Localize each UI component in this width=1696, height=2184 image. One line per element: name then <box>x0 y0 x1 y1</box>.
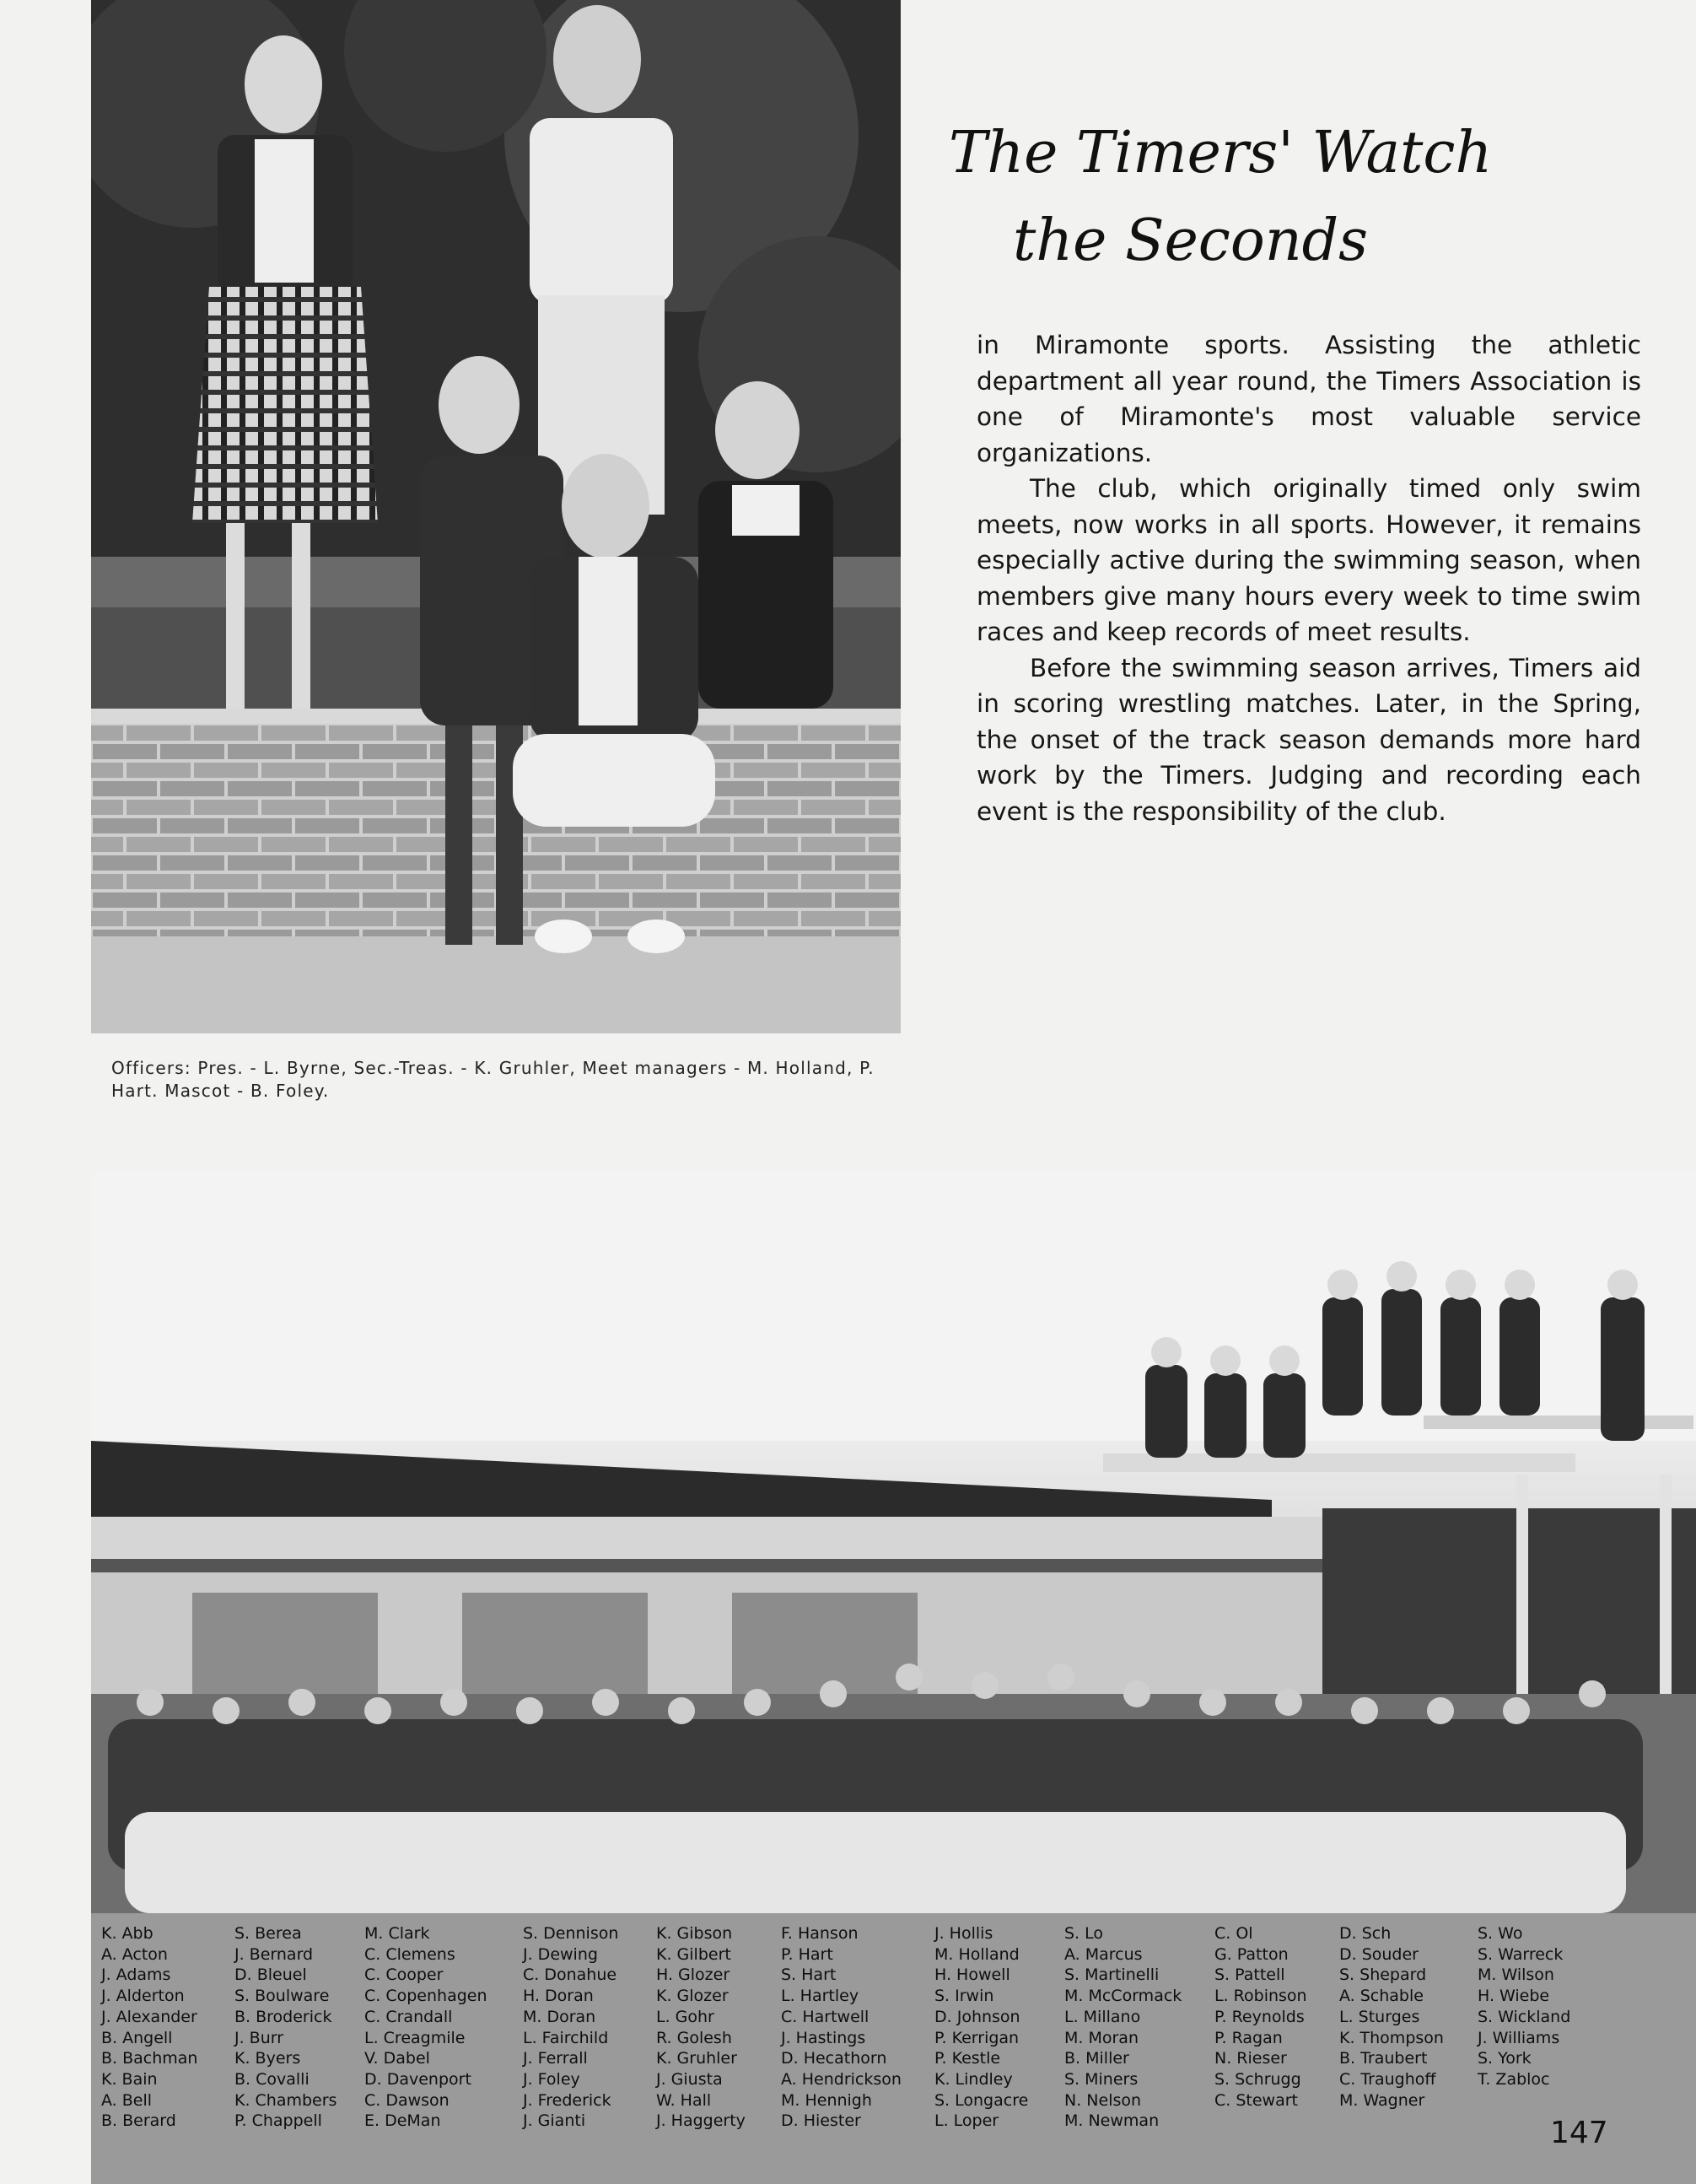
roster-name: C. Stewart <box>1214 2090 1298 2110</box>
roster-name: B. Covalli <box>234 2069 310 2089</box>
roster-name: M. Holland <box>934 1944 1020 1964</box>
body-paragraph: The club, which originally timed only swim meets, now works in all sports. However, it remains especially active during the swimming season, when members give many hours every week to time swim races and keep records of meet results. <box>977 474 1641 646</box>
article-body <box>977 327 1641 829</box>
roster-column <box>934 1923 1028 2132</box>
roster-name: T. Zabloc <box>1478 2069 1550 2089</box>
roster-name: M. McCormack <box>1064 1987 1182 2006</box>
roster-name: J. Alderton <box>101 1987 185 2006</box>
roster-name: K. Glozer <box>656 1987 729 2006</box>
roster-name: L. Millano <box>1064 2007 1141 2026</box>
roster-name: R. Golesh <box>656 2028 732 2047</box>
roster-name: J. Gianti <box>523 2111 586 2131</box>
roster-name: C. Cooper <box>364 1966 444 1985</box>
roster-name: A. Bell <box>101 2090 153 2110</box>
roster-name: J. Giusta <box>656 2069 723 2089</box>
roster-name: P. Kerrigan <box>934 2028 1020 2047</box>
roster-name: C. Clemens <box>364 1944 455 1964</box>
officers-photo <box>91 0 901 1033</box>
roster-name: N. Nelson <box>1064 2090 1142 2110</box>
roster-name: L. Fairchild <box>523 2028 609 2047</box>
roster-name: H. Howell <box>934 1966 1010 1985</box>
roster-name: K. Thompson <box>1339 2028 1444 2047</box>
roster-name: P. Chappell <box>234 2111 322 2131</box>
roster-name: C. Crandall <box>364 2007 453 2026</box>
roster-name: J. Foley <box>523 2069 580 2089</box>
roster-name: C. Hartwell <box>781 2007 870 2026</box>
roster-column <box>101 1923 197 2132</box>
roster-name: C. Traughoff <box>1339 2069 1436 2089</box>
roster-name: V. Dabel <box>364 2049 430 2068</box>
roster-column <box>656 1923 746 2132</box>
roster-name: S. Berea <box>234 1924 302 1943</box>
title-line-2: the Seconds <box>1013 208 1369 274</box>
roster-name: M. Newman <box>1064 2111 1160 2131</box>
title-line-1: The Timers' Watch <box>949 120 1493 186</box>
roster-name: D. Souder <box>1339 1944 1419 1964</box>
roster-column <box>364 1923 487 2132</box>
roster-name: M. Wilson <box>1478 1966 1554 1985</box>
roster-name: L. Creagmile <box>364 2028 466 2047</box>
roster-name: L. Sturges <box>1339 2007 1420 2026</box>
roster-name: S. Longacre <box>934 2090 1029 2110</box>
roster-name: J. Burr <box>234 2028 284 2047</box>
roster-name: K. Gibson <box>656 1924 733 1943</box>
roster-name: H. Glozer <box>656 1966 730 1985</box>
body-paragraph: in Miramonte sports. Assisting the athletic department all year round, the Timers Association is one of Miramonte's most valuable service organizations. <box>977 331 1641 467</box>
roster-name: D. Hiester <box>781 2111 861 2131</box>
page-title <box>949 110 1492 285</box>
roster-name: M. Wagner <box>1339 2090 1425 2110</box>
roster-name: P. Hart <box>781 1944 833 1964</box>
roster-name: K. Chambers <box>234 2090 337 2110</box>
roster-name: A. Acton <box>101 1944 168 1964</box>
roster-name: J. Williams <box>1478 2028 1560 2047</box>
roster-name: M. Doran <box>523 2007 596 2026</box>
roster-name: B. Broderick <box>234 2007 332 2026</box>
roster-name: B. Miller <box>1064 2049 1129 2068</box>
roster-name: S. Warreck <box>1478 1944 1564 1964</box>
roster-name: C. Ol <box>1214 1924 1253 1943</box>
roster-column <box>1339 1923 1444 2111</box>
roster-name: S. Martinelli <box>1064 1966 1160 1985</box>
roster-column <box>1478 1923 1570 2090</box>
roster-column <box>781 1923 902 2132</box>
roster-name: M. Hennigh <box>781 2090 872 2110</box>
roster-name: S. Hart <box>781 1966 837 1985</box>
roster-name: J. Hastings <box>781 2028 866 2047</box>
roster-name: G. Patton <box>1214 1944 1289 1964</box>
roster-name: L. Loper <box>934 2111 999 2131</box>
roster-name: J. Frederick <box>523 2090 611 2110</box>
roster-name: J. Adams <box>101 1966 171 1985</box>
roster-name: K. Bain <box>101 2069 158 2089</box>
roster-name: K. Gruhler <box>656 2049 737 2068</box>
body-paragraph: Before the swimming season arrives, Timers aid in scoring wrestling matches. Later, in the Spring, the onset of the track season demands more hard work by the Timers. Judging and recording each event is the responsibility of the club. <box>977 653 1641 826</box>
roster-name: C. Dawson <box>364 2090 450 2110</box>
roster-name: J. Haggerty <box>656 2111 746 2131</box>
roster-name: D. Bleuel <box>234 1966 307 1985</box>
roster-name: L. Hartley <box>781 1987 859 2006</box>
roster-name: J. Ferrall <box>523 2049 588 2068</box>
roster-name: L. Robinson <box>1214 1987 1307 2006</box>
roster-column <box>234 1923 337 2132</box>
roster-name: A. Schable <box>1339 1987 1424 2006</box>
page-number: 147 <box>1550 2116 1608 2150</box>
roster-name: S. Dennison <box>523 1924 619 1943</box>
roster-name: K. Byers <box>234 2049 301 2068</box>
roster-name: D. Sch <box>1339 1924 1392 1943</box>
roster-name: D. Davenport <box>364 2069 471 2089</box>
roster-name: S. Miners <box>1064 2069 1139 2089</box>
member-roster <box>0 1923 1696 2143</box>
roster-name: S. Lo <box>1064 1924 1104 1943</box>
roster-name: D. Johnson <box>934 2007 1020 2026</box>
roster-name: D. Hecathorn <box>781 2049 887 2068</box>
roster-name: H. Wiebe <box>1478 1987 1550 2006</box>
roster-name: B. Traubert <box>1339 2049 1428 2068</box>
roster-name: B. Berard <box>101 2111 176 2131</box>
roster-name: P. Ragan <box>1214 2028 1283 2047</box>
roster-name: A. Marcus <box>1064 1944 1143 1964</box>
officers-caption: Officers: Pres. - L. Byrne, Sec.-Treas. - K. Gruhler, Meet managers - M. Holland, P. Hart. Mascot - B. Foley. <box>111 1058 875 1101</box>
officers-photo-art <box>91 0 901 1033</box>
roster-name: K. Abb <box>101 1924 153 1943</box>
roster-name: S. Irwin <box>934 1987 994 2006</box>
roster-name: J. Alexander <box>101 2007 197 2026</box>
roster-name: P. Reynolds <box>1214 2007 1305 2026</box>
roster-name: C. Donahue <box>523 1966 617 1985</box>
roster-name: S. Wickland <box>1478 2007 1571 2026</box>
roster-name: L. Gohr <box>656 2007 714 2026</box>
roster-name: J. Bernard <box>234 1944 314 1964</box>
roster-name: B. Bachman <box>101 2049 198 2068</box>
roster-name: E. DeMan <box>364 2111 441 2131</box>
roster-name: J. Dewing <box>523 1944 598 1964</box>
roster-name: K. Lindley <box>934 2069 1013 2089</box>
roster-name: S. Pattell <box>1214 1966 1285 1985</box>
roster-name: P. Kestle <box>934 2049 1001 2068</box>
roster-column <box>523 1923 618 2132</box>
roster-name: C. Copenhagen <box>364 1987 487 2006</box>
roster-name: S. Wo <box>1478 1924 1523 1943</box>
roster-name: W. Hall <box>656 2090 712 2110</box>
roster-name: S. Boulware <box>234 1987 330 2006</box>
roster-name: F. Hanson <box>781 1924 859 1943</box>
roster-name: S. York <box>1478 2049 1532 2068</box>
roster-column <box>1064 1923 1182 2132</box>
roster-name: A. Hendrickson <box>781 2069 902 2089</box>
roster-name: M. Clark <box>364 1924 430 1943</box>
roster-column <box>1214 1923 1307 2111</box>
roster-name: N. Rieser <box>1214 2049 1287 2068</box>
roster-name: J. Hollis <box>934 1924 993 1943</box>
roster-name: K. Gilbert <box>656 1944 731 1964</box>
roster-name: S. Shepard <box>1339 1966 1427 1985</box>
roster-name: H. Doran <box>523 1987 594 2006</box>
roster-name: M. Moran <box>1064 2028 1139 2047</box>
roster-name: S. Schrugg <box>1214 2069 1301 2089</box>
roster-name: B. Angell <box>101 2028 173 2047</box>
